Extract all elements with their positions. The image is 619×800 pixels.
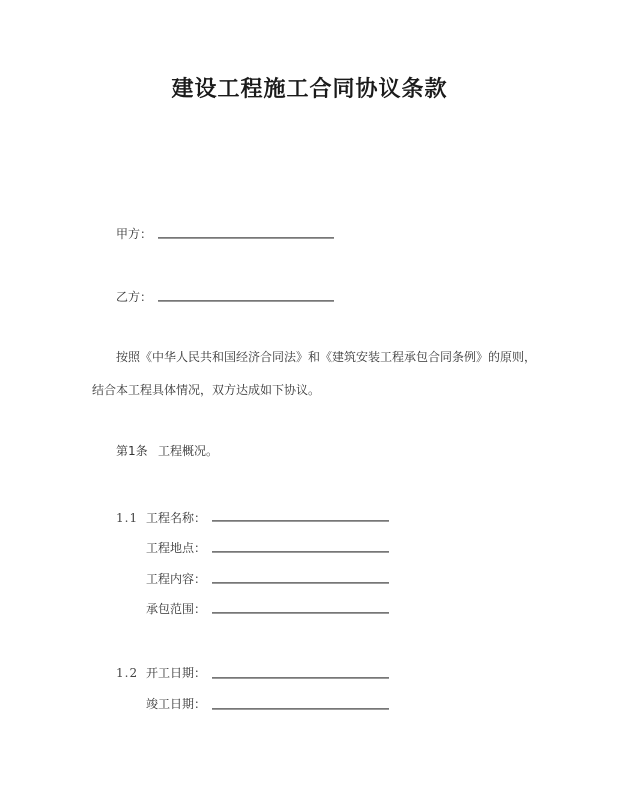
field-label-start-date: 开工日期： xyxy=(146,666,207,680)
party-b-label: 乙方： xyxy=(116,290,153,304)
field-label-project-location: 工程地点： xyxy=(146,541,207,555)
party-a-blank-line[interactable] xyxy=(158,237,334,239)
project-location-blank-line[interactable] xyxy=(212,551,389,553)
field-label-contract-scope: 承包范围： xyxy=(146,602,207,616)
section-1-1-number: 1.1 xyxy=(116,511,139,525)
document-title: 建设工程施工合同协议条款 xyxy=(171,76,448,102)
article-1-number: 第1条 xyxy=(116,444,148,458)
section-1-2-number: 1.2 xyxy=(116,666,139,680)
article-1-heading: 工程概况。 xyxy=(158,444,219,458)
party-b-blank-line[interactable] xyxy=(158,300,334,302)
project-name-blank-line[interactable] xyxy=(212,520,389,522)
completion-date-blank-line[interactable] xyxy=(212,708,389,710)
preamble-line-2: 结合本工程具体情况，双方达成如下协议。 xyxy=(92,383,321,397)
field-label-project-name: 工程名称： xyxy=(146,511,207,525)
preamble-line-1: 按照《中华人民共和国经济合同法》和《建筑安装工程承包合同条例》的原则， xyxy=(116,350,537,364)
field-label-project-content: 工程内容： xyxy=(146,572,207,586)
field-label-completion-date: 竣工日期： xyxy=(146,697,207,711)
party-a-label: 甲方： xyxy=(116,227,153,241)
contract-scope-blank-line[interactable] xyxy=(212,612,389,614)
project-content-blank-line[interactable] xyxy=(212,582,389,584)
start-date-blank-line[interactable] xyxy=(212,677,389,679)
